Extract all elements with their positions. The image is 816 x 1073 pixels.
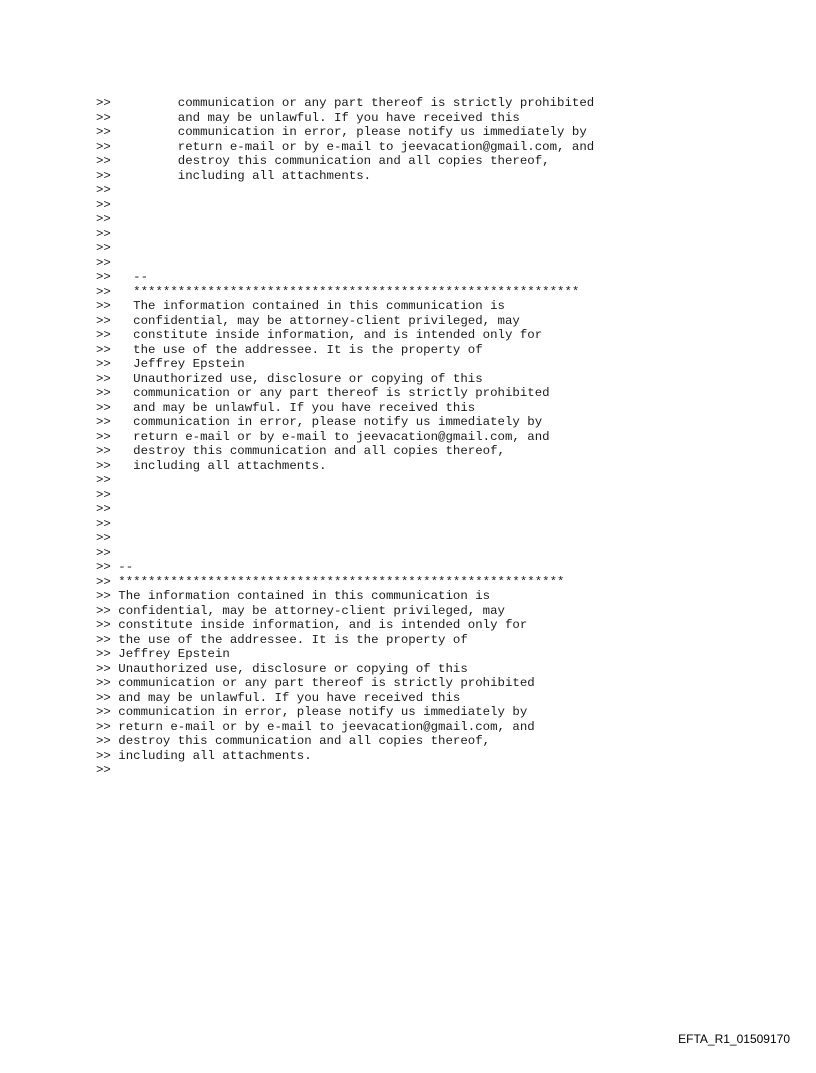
email-line: >> [96,241,111,255]
email-line: >> -- [96,560,134,574]
email-line: >> the use of the addressee. It is the property of [96,342,483,357]
email-line: >> The information contained in this communication is [96,299,505,313]
email-line: >> including all attachments. [96,168,372,183]
page-identifier: EFTA_R1_01509170 [678,1032,790,1046]
email-line: >> communication in error, please notify us immediately by [96,705,528,719]
email-line: >> [96,197,111,212]
email-line: >> [96,531,111,545]
email-line: >> communication or any part thereof is strictly prohibited [96,96,595,110]
email-line: >> [96,516,111,531]
email-line: >> [96,473,111,487]
email-line: >> constitute inside information, and is intended only for [96,328,543,342]
email-line: >> destroy this communication and all copies thereof, [96,444,505,458]
email-line: >> ************************************************************ [96,574,565,589]
email-line: >> -- [96,270,149,284]
email-line: >> ************************************************************ [96,284,580,299]
email-line: >> communication in error, please notify us immediately by [96,125,587,139]
email-line: >> Unauthorized use, disclosure or copying of this [96,371,483,386]
email-line: >> [96,183,111,197]
email-line: >> return e-mail or by e-mail to jeevacation@gmail.com, and [96,429,550,444]
email-line: >> Jeffrey Epstein [96,357,245,371]
email-line: >> destroy this communication and all copies thereof, [96,734,491,748]
email-line: >> communication or any part thereof is strictly prohibited [96,676,535,690]
email-body-text [96,96,594,778]
email-line: >> and may be unlawful. If you have received this [96,690,461,705]
email-line: >> [96,226,111,241]
email-line: >> communication or any part thereof is strictly prohibited [96,386,550,400]
email-line: >> The information contained in this communication is [96,589,491,603]
email-line: >> confidential, may be attorney-client privileged, may [96,313,520,328]
email-line: >> Jeffrey Epstein [96,647,230,661]
email-line: >> return e-mail or by e-mail to jeevacation@gmail.com, and [96,719,535,734]
email-line: >> and may be unlawful. If you have received this [96,110,520,125]
email-line: >> constitute inside information, and is intended only for [96,618,528,632]
email-line: >> [96,763,111,777]
email-line: >> [96,545,111,560]
email-line: >> [96,212,111,226]
email-line: >> destroy this communication and all copies thereof, [96,154,550,168]
email-line: >> including all attachments. [96,748,312,763]
email-line: >> communication in error, please notify us immediately by [96,415,543,429]
email-line: >> Unauthorized use, disclosure or copying of this [96,661,468,676]
email-line: >> [96,487,111,502]
email-line: >> and may be unlawful. If you have received this [96,400,476,415]
email-line: >> confidential, may be attorney-client privileged, may [96,603,505,618]
email-line: >> the use of the addressee. It is the property of [96,632,468,647]
email-line: >> return e-mail or by e-mail to jeevacation@gmail.com, and [96,139,595,154]
email-line: >> including all attachments. [96,458,327,473]
email-line: >> [96,255,111,270]
email-line: >> [96,502,111,516]
